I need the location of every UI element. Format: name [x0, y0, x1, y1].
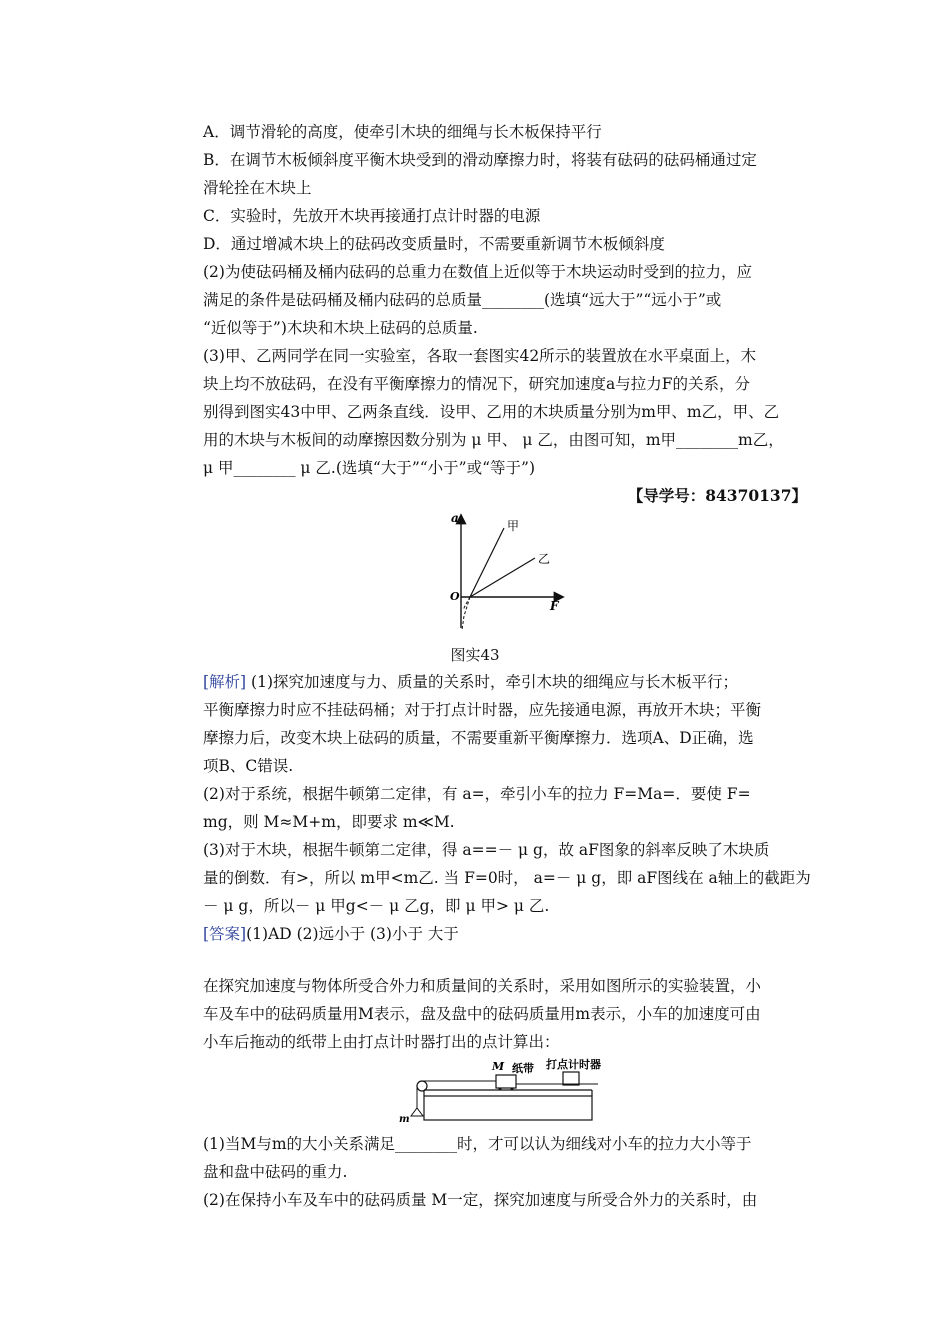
option-d: D．通过增减木块上的砝码改变质量时，不需要重新调节木板倾斜度	[203, 235, 665, 253]
question-3-line-5: μ 甲________ μ 乙.(选填“大于”“小于”或“等于”)	[203, 459, 535, 477]
analysis-line-8: 量的倒数．有>，所以 m甲<m乙. 当 F=0时， a=－ μ g，即 aF图线在 a轴上的截距为	[203, 869, 811, 887]
answer-line	[203, 924, 459, 944]
guide-number: 【导学号：84370137】	[627, 486, 807, 505]
option-b: B．在调节木板倾斜度平衡木块受到的滑动摩擦力时，将装有砝码的砝码桶通过定	[203, 151, 757, 169]
analysis-line-2: 平衡摩擦力时应不挂砝码桶；对于打点计时器，应先接通电源，再放开木块；平衡	[203, 701, 762, 719]
analysis-tag: [解析]	[203, 673, 247, 691]
x-axis-label: F	[550, 599, 559, 613]
pulley	[417, 1081, 427, 1091]
weight-pan	[411, 1108, 423, 1116]
apparatus-figure	[398, 1056, 608, 1126]
question-2-line-2: 满足的条件是砝码桶及桶内砝码的总质量________(选填“远大于”“远小于”或	[203, 291, 722, 309]
answer-tag: [答案]	[203, 925, 247, 943]
question-3-line-3: 别得到图实43中甲、乙两条直线．设甲、乙用的木块质量分别为m甲、m乙，甲、乙	[203, 403, 780, 421]
problem2-line-2: 车及车中的砝码质量用M表示，盘及盘中的砝码质量用m表示，小车的加速度可由	[203, 1005, 761, 1023]
figure-43-graph	[440, 508, 570, 638]
label-tape: 纸带	[512, 1062, 534, 1075]
timer	[563, 1072, 579, 1085]
analysis-line-3: 摩擦力后，改变木块上砝码的质量，不需要重新平衡摩擦力．选项A、D正确，选	[203, 729, 754, 747]
analysis-line-7: (3)对于木块，根据牛顿第二定律，得 a==－ μ g，故 aF图象的斜率反映了木块质	[203, 841, 770, 859]
figure-43-caption: 图实43	[450, 646, 500, 664]
line-yi-label: 乙	[538, 552, 551, 566]
cart-wheel-right	[511, 1088, 514, 1091]
problem2-line-3: 小车后拖动的纸带上由打点计时器打出的点计算出：	[203, 1033, 560, 1051]
option-c: C．实验时，先放开木块再接通打点计时器的电源	[203, 207, 541, 225]
question-2-line-1: (2)为使砝码桶及桶内砝码的总重力在数值上近似等于木块运动时受到的拉力，应	[203, 263, 752, 281]
label-m: m	[399, 1114, 410, 1125]
analysis-first-text: (1)探究加速度与力、质量的关系时，牵引木块的细绳应与长木板平行；	[246, 673, 738, 691]
option-a: A．调节滑轮的高度，使牵引木块的细绳与长木板保持平行	[203, 123, 602, 141]
question-3-line-4: 用的木块与木板间的动摩擦因数分别为 μ 甲、 μ 乙，由图可知，m甲________m乙，	[203, 431, 784, 449]
line-jia-label: 甲	[507, 519, 520, 533]
problem2-question-1: (1)当M与m的大小关系满足________时，才可以认为细线对小车的拉力大小等于	[203, 1135, 752, 1153]
problem2-question-1-continued: 盘和盘中砝码的重力.	[203, 1163, 348, 1181]
y-axis-label: a	[451, 511, 459, 525]
analysis-line-1	[203, 672, 738, 692]
long-board	[424, 1096, 592, 1120]
extension-jia-dashed	[462, 597, 470, 630]
origin-label: O	[450, 590, 460, 603]
analysis-line-5: (2)对于系统，根据牛顿第二定律，有 a=，牵引小车的拉力 F=Ma=．要使 F=	[203, 785, 751, 803]
question-3-line-1: (3)甲、乙两同学在同一实验室，各取一套图实42所示的装置放在水平桌面上，木	[203, 347, 757, 365]
problem2-line-1: 在探究加速度与物体所受合外力和质量间的关系时，采用如图所示的实验装置，小	[203, 977, 762, 995]
analysis-line-6: mg，则 M≈M+m，即要求 m≪M.	[203, 813, 455, 831]
problem2-question-2: (2)在保持小车及车中的砝码质量 M一定，探究加速度与所受合外力的关系时，由	[203, 1191, 758, 1209]
analysis-line-9: － μ g，所以－ μ 甲g<－ μ 乙g，即 μ 甲> μ 乙.	[203, 897, 550, 915]
label-timer: 打点计时器	[546, 1058, 601, 1071]
cart	[496, 1075, 516, 1088]
label-M: M	[492, 1060, 505, 1073]
analysis-line-4: 项B、C错误.	[203, 757, 294, 775]
cart-wheel-left	[499, 1088, 502, 1091]
answer-text: (1)AD (2)远小于 (3)小于 大于	[246, 925, 459, 943]
question-3-line-2: 块上均不放砝码，在没有平衡摩擦力的情况下，研究加速度a与拉力F的关系，分	[203, 375, 750, 393]
question-2-line-3: “近似等于”)木块和木块上砝码的总质量.	[203, 319, 478, 337]
option-b-continued: 滑轮拴在木块上	[203, 179, 312, 197]
